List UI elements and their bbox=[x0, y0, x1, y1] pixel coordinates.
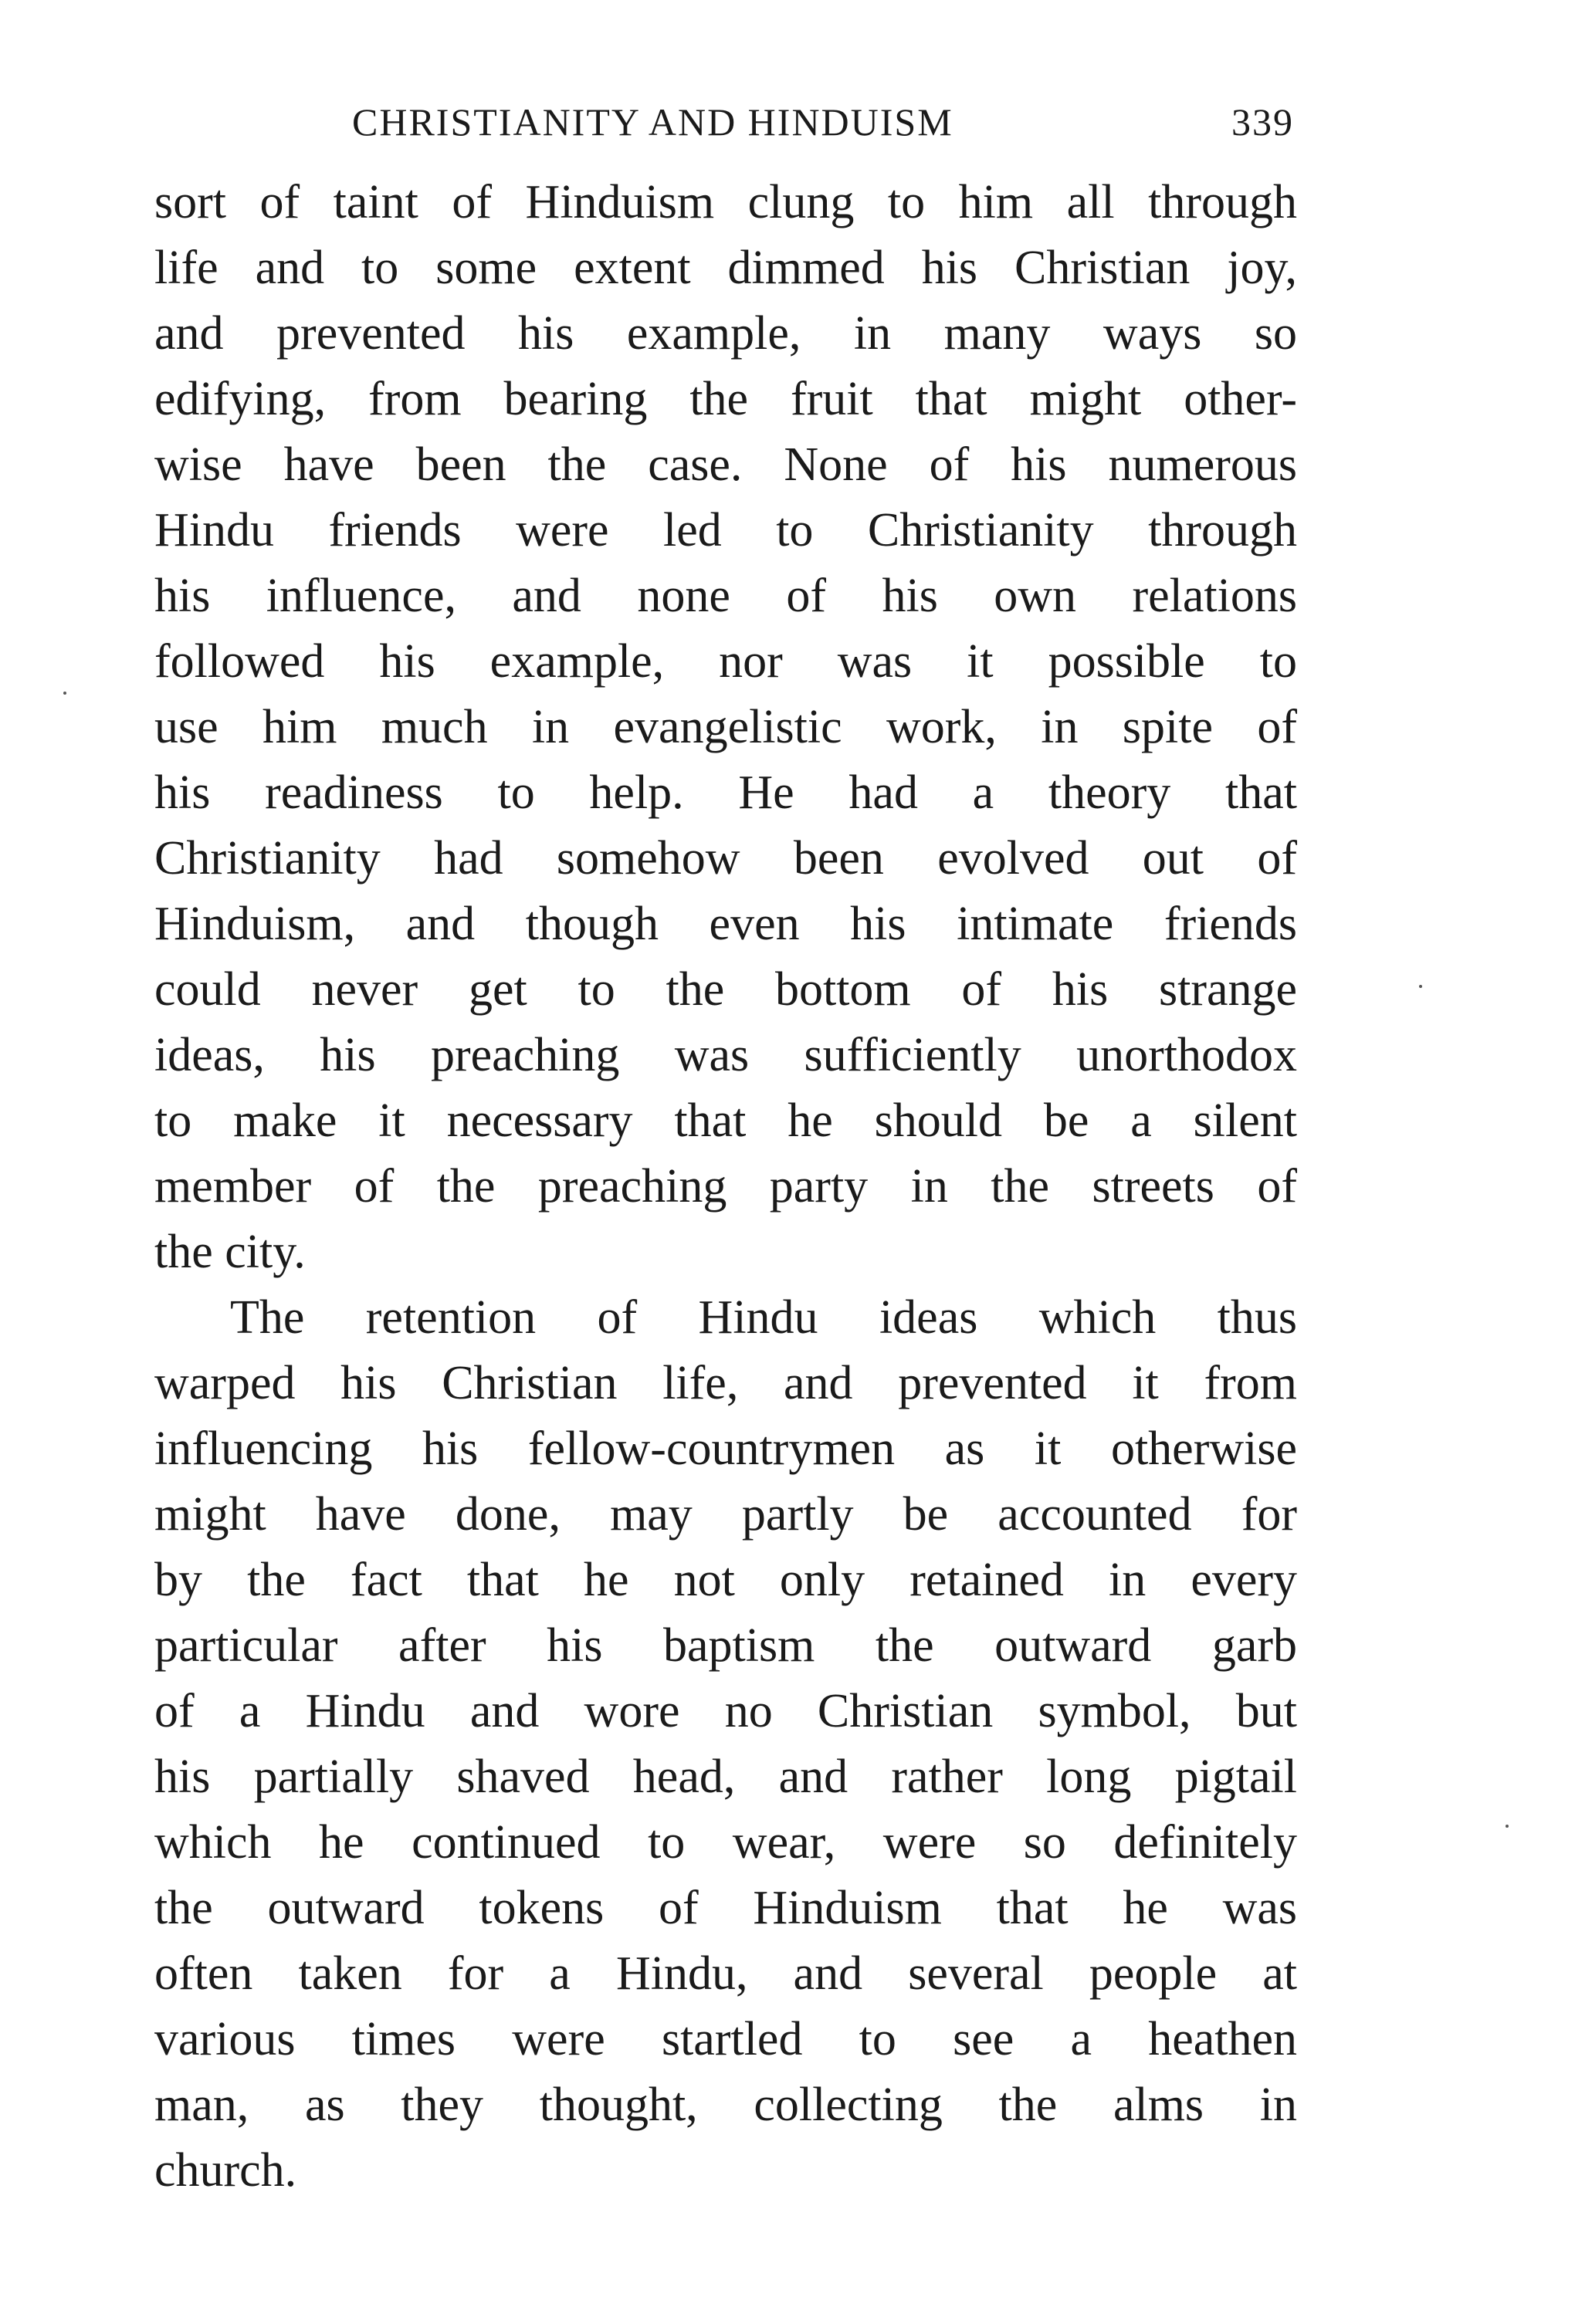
text-line: his partially shaved head, and rather long pigtail bbox=[154, 1751, 1297, 1803]
text-line: Hinduism, and though even his intimate friends bbox=[154, 898, 1297, 950]
text-line: church. bbox=[154, 2144, 297, 2197]
text-line: edifying, from bearing the fruit that might other- bbox=[154, 373, 1297, 425]
text-line: the city. bbox=[154, 1226, 306, 1278]
text-line: The retention of Hindu ideas which thus bbox=[230, 1291, 1297, 1344]
text-line: which he continued to wear, were so definitely bbox=[154, 1816, 1297, 1869]
text-line: wise have been the case. None of his numerous bbox=[154, 438, 1297, 491]
text-line: Hindu friends were led to Christianity through bbox=[154, 504, 1297, 556]
text-line: followed his example, nor was it possible to bbox=[154, 635, 1297, 688]
text-line: member of the preaching party in the streets of bbox=[154, 1160, 1297, 1213]
text-line: various times were startled to see a heathen bbox=[154, 2013, 1297, 2065]
running-header bbox=[352, 91, 1294, 153]
text-line: warped his Christian life, and prevented it from bbox=[154, 1357, 1297, 1409]
text-line: ideas, his preaching was sufficiently unorthodox bbox=[154, 1029, 1297, 1081]
paper-speck bbox=[63, 692, 66, 695]
text-line: often taken for a Hindu, and several people at bbox=[154, 1947, 1297, 2000]
text-line: man, as they thought, collecting the alms in bbox=[154, 2079, 1297, 2131]
running-title: CHRISTIANITY AND HINDUISM bbox=[352, 100, 953, 144]
text-line: might have done, may partly be accounted for bbox=[154, 1488, 1297, 1541]
paper-speck bbox=[1506, 1825, 1509, 1828]
paragraph-2 bbox=[154, 1285, 1297, 2204]
text-line: Christianity had somehow been evolved out of bbox=[154, 832, 1297, 885]
text-line: influencing his fellow-countrymen as it otherwise bbox=[154, 1422, 1297, 1475]
text-line: of a Hindu and wore no Christian symbol, but bbox=[154, 1685, 1297, 1737]
text-line: use him much in evangelistic work, in spite of bbox=[154, 701, 1297, 753]
paragraph-1 bbox=[154, 170, 1297, 1285]
text-line: his readiness to help. He had a theory that bbox=[154, 766, 1297, 819]
text-line: particular after his baptism the outward garb bbox=[154, 1619, 1297, 1672]
text-line: by the fact that he not only retained in every bbox=[154, 1554, 1297, 1606]
text-line: the outward tokens of Hinduism that he was bbox=[154, 1882, 1297, 1934]
text-line: could never get to the bottom of his strange bbox=[154, 963, 1297, 1016]
paper-speck bbox=[1419, 985, 1422, 988]
text-line: life and to some extent dimmed his Christian joy, bbox=[154, 242, 1297, 294]
page-number: 339 bbox=[1231, 100, 1294, 144]
text-line: to make it necessary that he should be a silent bbox=[154, 1094, 1297, 1147]
body-text bbox=[154, 170, 1297, 2204]
text-line: and prevented his example, in many ways so bbox=[154, 307, 1297, 360]
text-line: sort of taint of Hinduism clung to him all through bbox=[154, 176, 1297, 228]
text-line: his influence, and none of his own relations bbox=[154, 570, 1297, 622]
